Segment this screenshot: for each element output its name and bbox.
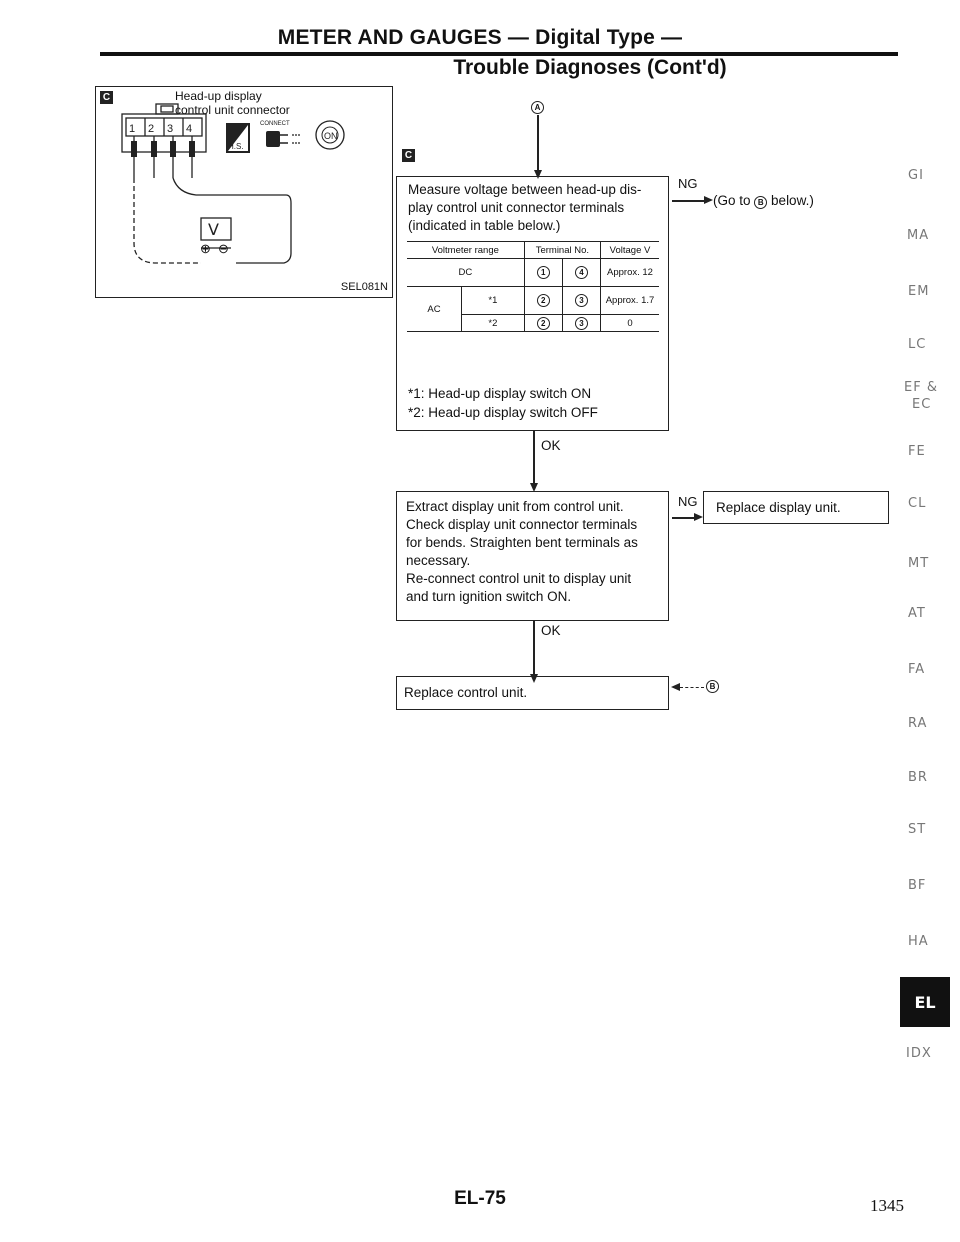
step3-box [396,676,669,710]
table-header-terminal: Terminal No. [524,242,600,259]
svg-text:H.S.: H.S. [228,142,244,151]
diagram-label-1: Head-up display [175,89,262,103]
step1-ng-label: NG [678,176,698,191]
table-cell: *1 [462,287,525,315]
table-cell: 2 [524,287,562,315]
replace-display-text: Replace display unit. [716,500,841,515]
table-cell: 1 [524,259,562,287]
sidebar-item[interactable]: BF [908,878,927,893]
page-title: METER AND GAUGES — Digital Type — [277,26,683,49]
step1-ng-arrowhead [704,196,713,204]
sidebar-item[interactable]: MA [907,228,930,243]
start-marker-icon: A [531,101,544,114]
step2-ng-arrowhead [694,513,703,521]
step2-text-2: Check display unit connector terminals [406,517,638,532]
sidebar-item[interactable]: MT [908,556,930,571]
svg-text:2: 2 [148,123,155,135]
sidebar-item[interactable]: EC [912,397,932,412]
diagram-label-2: control unit connector [175,103,290,117]
step2-text-4: necessary. [406,553,471,568]
svg-text:1: 1 [129,123,136,135]
sidebar-item[interactable]: EF & [904,380,938,395]
sidebar-item[interactable]: FA [908,662,926,677]
table-cell: 4 [562,259,600,287]
svg-text:4: 4 [186,123,193,135]
step1-ng-line [672,200,704,202]
step2-ng-label: NG [678,494,698,509]
voltage-table [407,241,659,332]
svg-text:CONNECT: CONNECT [260,121,290,127]
meter-minus: ⊖ [218,241,229,256]
step3-in-line [680,687,704,688]
flow-line-ok1 [533,431,535,484]
figure-code: SEL081N [340,281,388,293]
step3-in-arrowhead [671,683,680,691]
sidebar-item[interactable]: IDX [906,1046,932,1061]
table-cell: Approx. 1.7 [605,295,655,306]
step1-note-1: *1: Head-up display switch ON [408,386,592,401]
step2-text-6: and turn ignition switch ON. [406,589,572,604]
table-cell: 3 [562,287,600,315]
svg-text:V: V [208,220,219,239]
ok2-label: OK [541,623,561,638]
step2-text-1: Extract display unit from control unit. [406,499,624,514]
table-header-voltage: Voltage V [609,244,651,256]
check-badge: C [100,91,113,104]
table-cell: *2 [462,315,525,332]
page-code: EL-75 [454,1188,506,1209]
table-cell: DC [407,259,524,287]
connector-illustration [116,103,386,283]
step2-box [396,491,669,621]
step2-ng-line [672,517,694,519]
table-cell: 3 [562,315,600,332]
check-badge-flow: C [402,149,415,162]
table-cell: 2 [524,315,562,332]
step1-text-1: Measure voltage between head-up dis- [408,182,642,197]
table-cell: 0 [627,317,633,329]
page-number: 1345 [870,1196,904,1215]
flow-line-start [537,115,539,171]
sidebar-item[interactable]: EM [908,284,930,299]
sidebar-item-active[interactable] [900,977,950,1027]
step2-text-3: for bends. Straighten bent terminals as [406,535,638,550]
sidebar-item[interactable]: RA [908,716,928,731]
ok1-label: OK [541,438,561,453]
step2-text-5: Re-connect control unit to display unit [406,571,632,586]
sidebar-item[interactable]: ST [908,822,927,837]
flow-line-ok2 [533,621,535,675]
step1-box [396,176,669,431]
replace-display-box [703,491,889,524]
sidebar-active-label: EL [914,992,936,1012]
page-subtitle: Trouble Diagnoses (Cont'd) [453,56,727,79]
step1-text-3: (indicated in table below.) [408,218,561,233]
marker-b-icon: B [754,196,767,209]
sidebar-item[interactable]: BR [908,770,928,785]
connector-diagram [95,86,393,298]
sidebar-item[interactable]: FE [908,444,926,459]
sidebar-item[interactable]: LC [908,337,927,352]
sidebar-item[interactable]: CL [908,496,927,511]
table-cell: AC [407,287,462,332]
svg-text:3: 3 [167,123,174,135]
step3-text: Replace control unit. [404,685,528,700]
step1-text-2: play control unit connector terminals [408,200,625,215]
step1-ng-target: (Go to B below.) [713,193,814,208]
sidebar-item[interactable]: AT [908,606,926,621]
table-header-range: Voltmeter range [407,242,524,259]
step1-note-2: *2: Head-up display switch OFF [408,405,598,420]
sidebar-item[interactable]: HA [908,934,929,949]
meter-plus: ⊕ [200,241,211,256]
svg-text:ON: ON [324,131,338,141]
marker-b-in-icon: B [706,680,719,693]
sidebar-item[interactable]: GI [908,168,924,183]
table-cell: Approx. 12 [607,267,653,278]
